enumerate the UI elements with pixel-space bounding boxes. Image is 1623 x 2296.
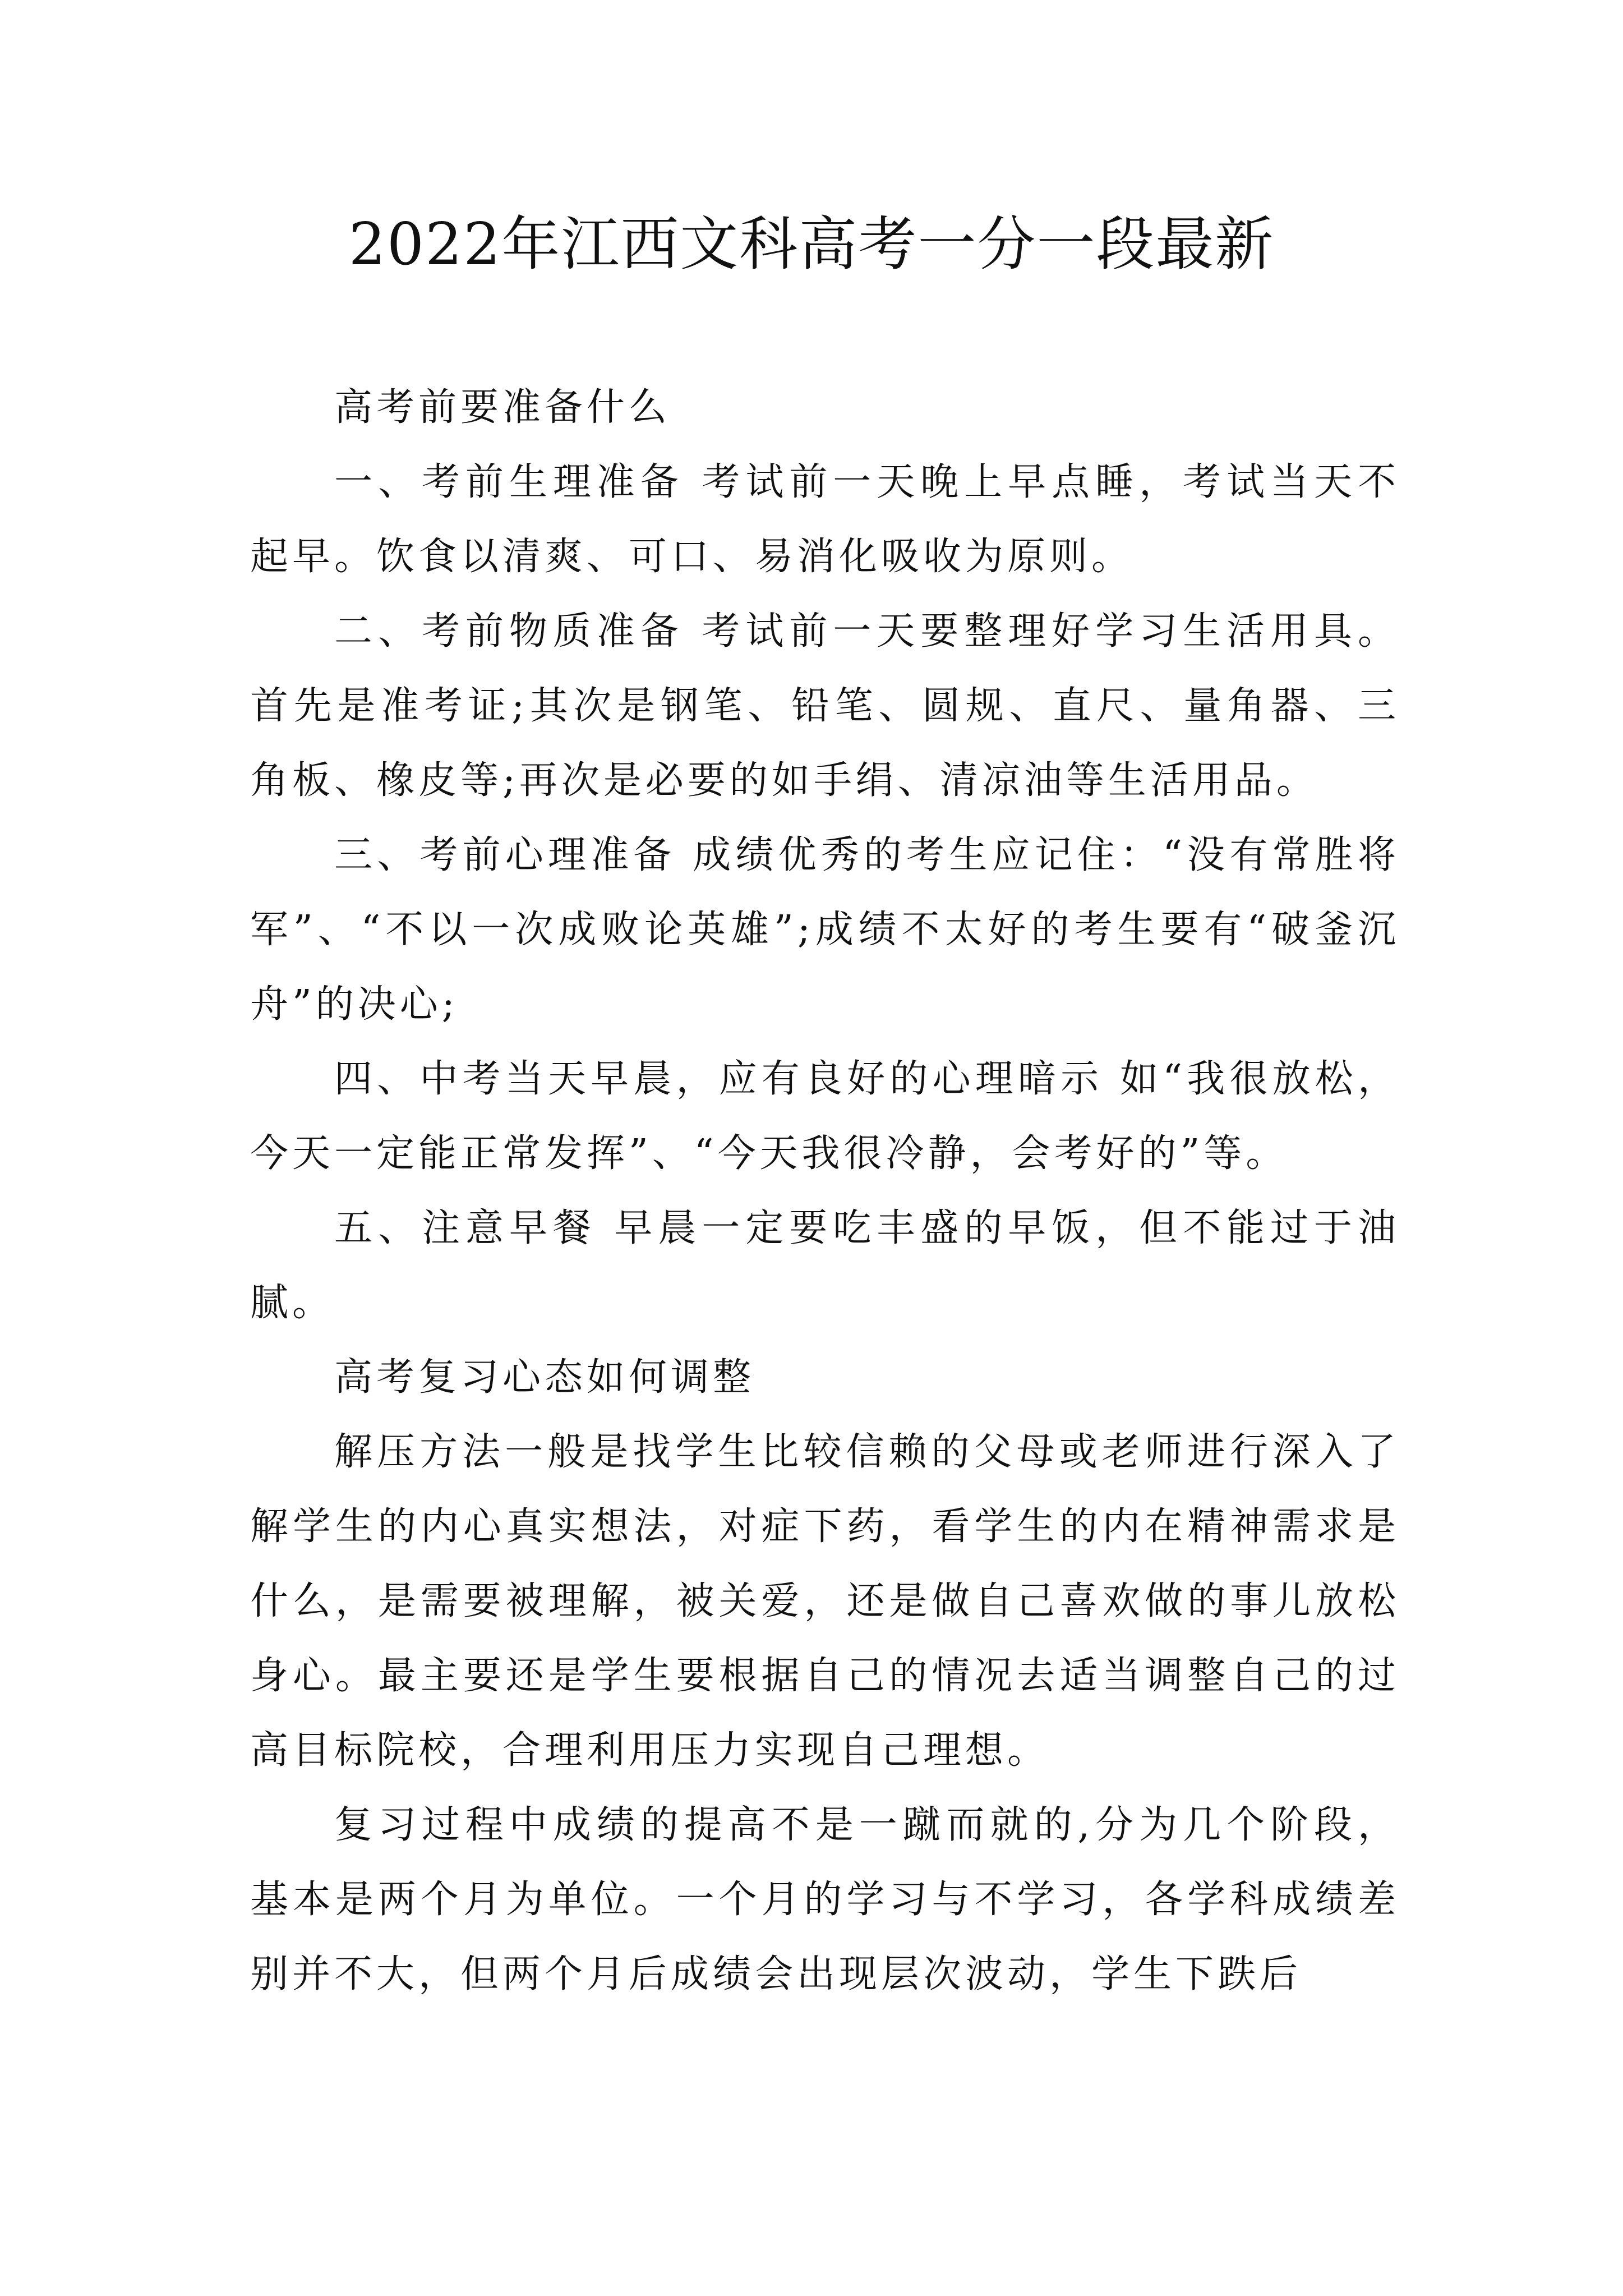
paragraph-morning-suggestion: 四、中考当天早晨，应有良好的心理暗示 如“我很放松，今天一定能正常发挥”、“今天我很冷静，会考好的”等。 (250, 1057, 1400, 1176)
paragraph-breakfast: 五、注意早餐 早晨一定要吃丰盛的早饭，但不能过于油腻。 (250, 1206, 1400, 1325)
paragraph-progress-stages: 复习过程中成绩的提高不是一蹴而就的,分为几个阶段，基本是两个月为单位。一个月的学习与不学习，各学科成绩差别并不大，但两个月后成绩会出现层次波动，学生下跌后 (250, 1803, 1400, 1996)
document-title: 2022年江西文科高考一分一段最新 (348, 210, 1275, 278)
paragraph-stress-relief: 解压方法一般是找学生比较信赖的父母或老师进行深入了解学生的内心真实想法，对症下药，看学生的内在精神需求是什么，是需要被理解，被关爱，还是做自己喜欢做的事儿放松身心。最主要还是学生要根据自己的情况去适当调整自己的过高目标院校，合理利用压力实现自己理想。 (250, 1430, 1400, 1773)
section-heading-preparation: 高考前要准备什么 (334, 385, 671, 430)
section-heading-mindset: 高考复习心态如何调整 (334, 1355, 755, 1400)
paragraph-physical-preparation: 一、考前生理准备 考试前一天晚上早点睡，考试当天不起早。饮食以清爽、可口、易消化吸收为原则。 (250, 460, 1400, 579)
paragraph-mental-preparation: 三、考前心理准备 成绩优秀的考生应记住：“没有常胜将军”、“不以一次成败论英雄”;成绩不太好的考生要有“破釜沉舟”的决心; (250, 833, 1400, 1027)
paragraph-material-preparation: 二、考前物质准备 考试前一天要整理好学习生活用具。首先是准考证;其次是钢笔、铅笔、圆规、直尺、量角器、三角板、橡皮等;再次是必要的如手绢、清凉油等生活用品。 (250, 609, 1400, 803)
document-body (250, 370, 1400, 2012)
